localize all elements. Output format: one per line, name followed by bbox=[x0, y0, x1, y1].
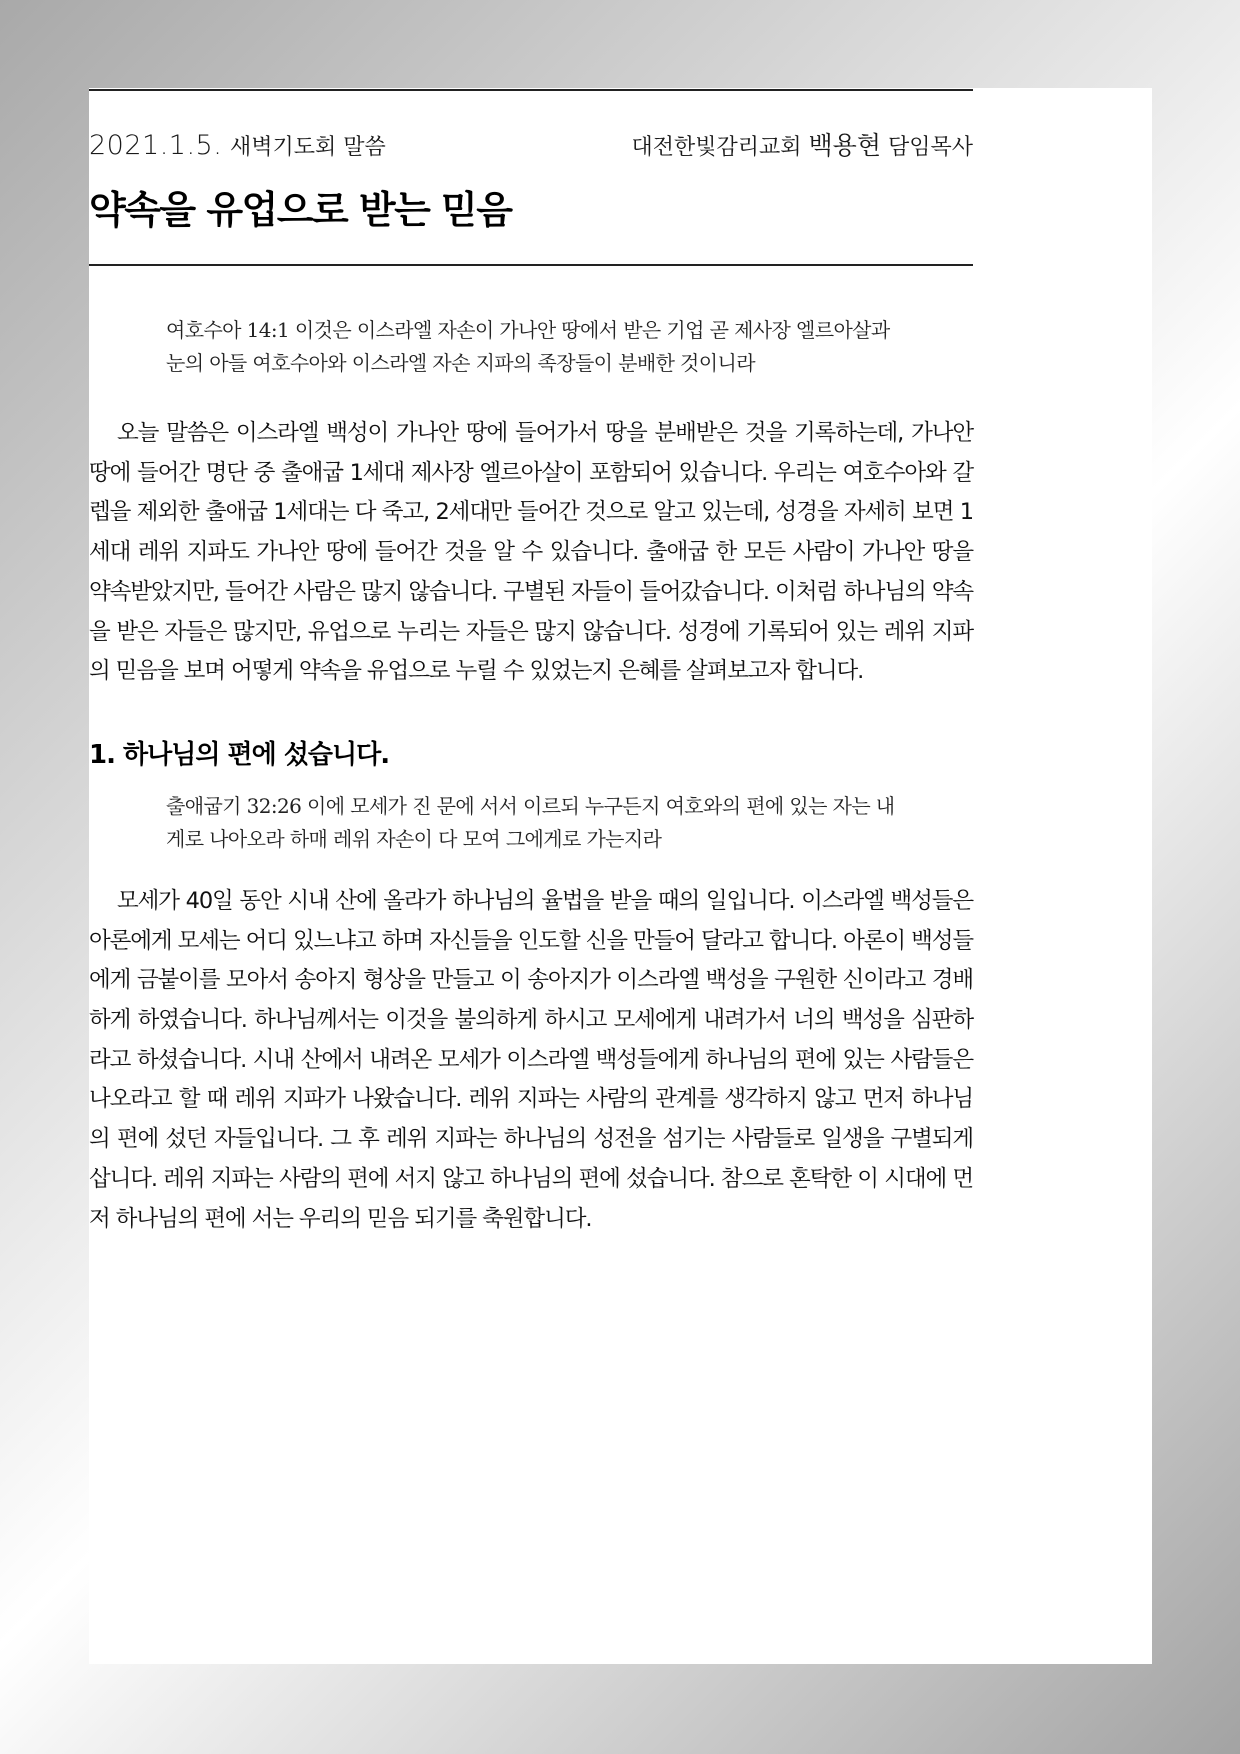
sermon-title: 약속을 유업으로 받는 믿음 bbox=[89, 188, 512, 232]
church-name: 대전한빛감리교회 bbox=[631, 135, 802, 160]
intro-paragraph: 오늘 말씀은 이스라엘 백성이 가나안 땅에 들어가서 땅을 분배받은 것을 기록하는데, 가나안 땅에 들어간 명단 중 출애굽 1세대 제사장 엘르아살이 포함되어 있습니다. 우리는 여호수아와 갈렙을 제외한 출애굽 1세대는 다 죽고, 2세대만 들어간 것으로 알고 있는데, 성경을 자세히 보면 1세대 레위 지파도 가나안 땅에 들어간 것을 알 수 있습니다. 출애굽 한 모든 사람이 가나안 땅을 약속받았지만, 들어간 사람은 많지 않습니다. 구별된 자들이 들어갔습니다. 이처럼 하나님의 약속을 받은 자들은 많지만, 유업으로 누리는 자들은 많지 않습니다. 성경에 기록되어 있는 레위 지파의 믿음을 보며 어떻게 약속을 유업으로 누릴 수 있었는지 은혜를 살펴보고자 합니다. bbox=[89, 420, 973, 685]
service-name: 새벽기도회 말씀 bbox=[229, 135, 386, 160]
scripture-quote-1: 여호수아 14:1 이것은 이스라엘 자손이 가나안 땅에서 받은 기업 곧 제사장 엘르아살과 눈의 아들 여호수아와 이스라엘 자손 지파의 족장들이 분배한 것이니라 bbox=[166, 318, 890, 375]
title-rule bbox=[89, 264, 973, 266]
pastor-title: 담임목사 bbox=[887, 135, 973, 160]
top-rule bbox=[89, 89, 973, 91]
header-meta bbox=[89, 131, 973, 163]
sermon-date: 2021.1.5. bbox=[89, 130, 223, 161]
header-left bbox=[89, 131, 386, 163]
pastor-name: 백용현 bbox=[808, 131, 881, 160]
section-1-paragraph: 모세가 40일 동안 시내 산에 올라가 하나님의 율법을 받을 때의 일입니다. 이스라엘 백성들은 아론에게 모세는 어디 있느냐고 하며 자신들을 인도할 신을 만들어 달라고 합니다. 아론이 백성들에게 금붙이를 모아서 송아지 형상을 만들고 이 송아지가 이스라엘 백성을 구원한 신이라고 경배하게 하였습니다. 하나님께서는 이것을 불의하게 하시고 모세에게 내려가서 너의 백성을 심판하라고 하셨습니다. 시내 산에서 내려온 모세가 이스라엘 백성들에게 하나님의 편에 있는 사람들은 나오라고 할 때 레위 지파가 나왔습니다. 레위 지파는 사람의 관계를 생각하지 않고 먼저 하나님의 편에 섰던 자들입니다. 그 후 레위 지파는 하나님의 성전을 섬기는 사람들로 일생을 구별되게 삽니다. 레위 지파는 사람의 편에 서지 않고 하나님의 편에 섰습니다. 참으로 혼탁한 이 시대에 먼저 하나님의 편에 서는 우리의 믿음 되기를 축원합니다. bbox=[89, 887, 973, 1232]
section-1-heading: 1. 하나님의 편에 섰습니다. bbox=[89, 739, 390, 770]
header-right bbox=[632, 131, 974, 163]
scripture-quote-2: 출애굽기 32:26 이에 모세가 진 문에 서서 이르되 누구든지 여호와의 편에 있는 자는 내게로 나아오라 하매 레위 자손이 다 모여 그에게로 가는지라 bbox=[166, 793, 895, 851]
document-content bbox=[89, 89, 973, 1239]
